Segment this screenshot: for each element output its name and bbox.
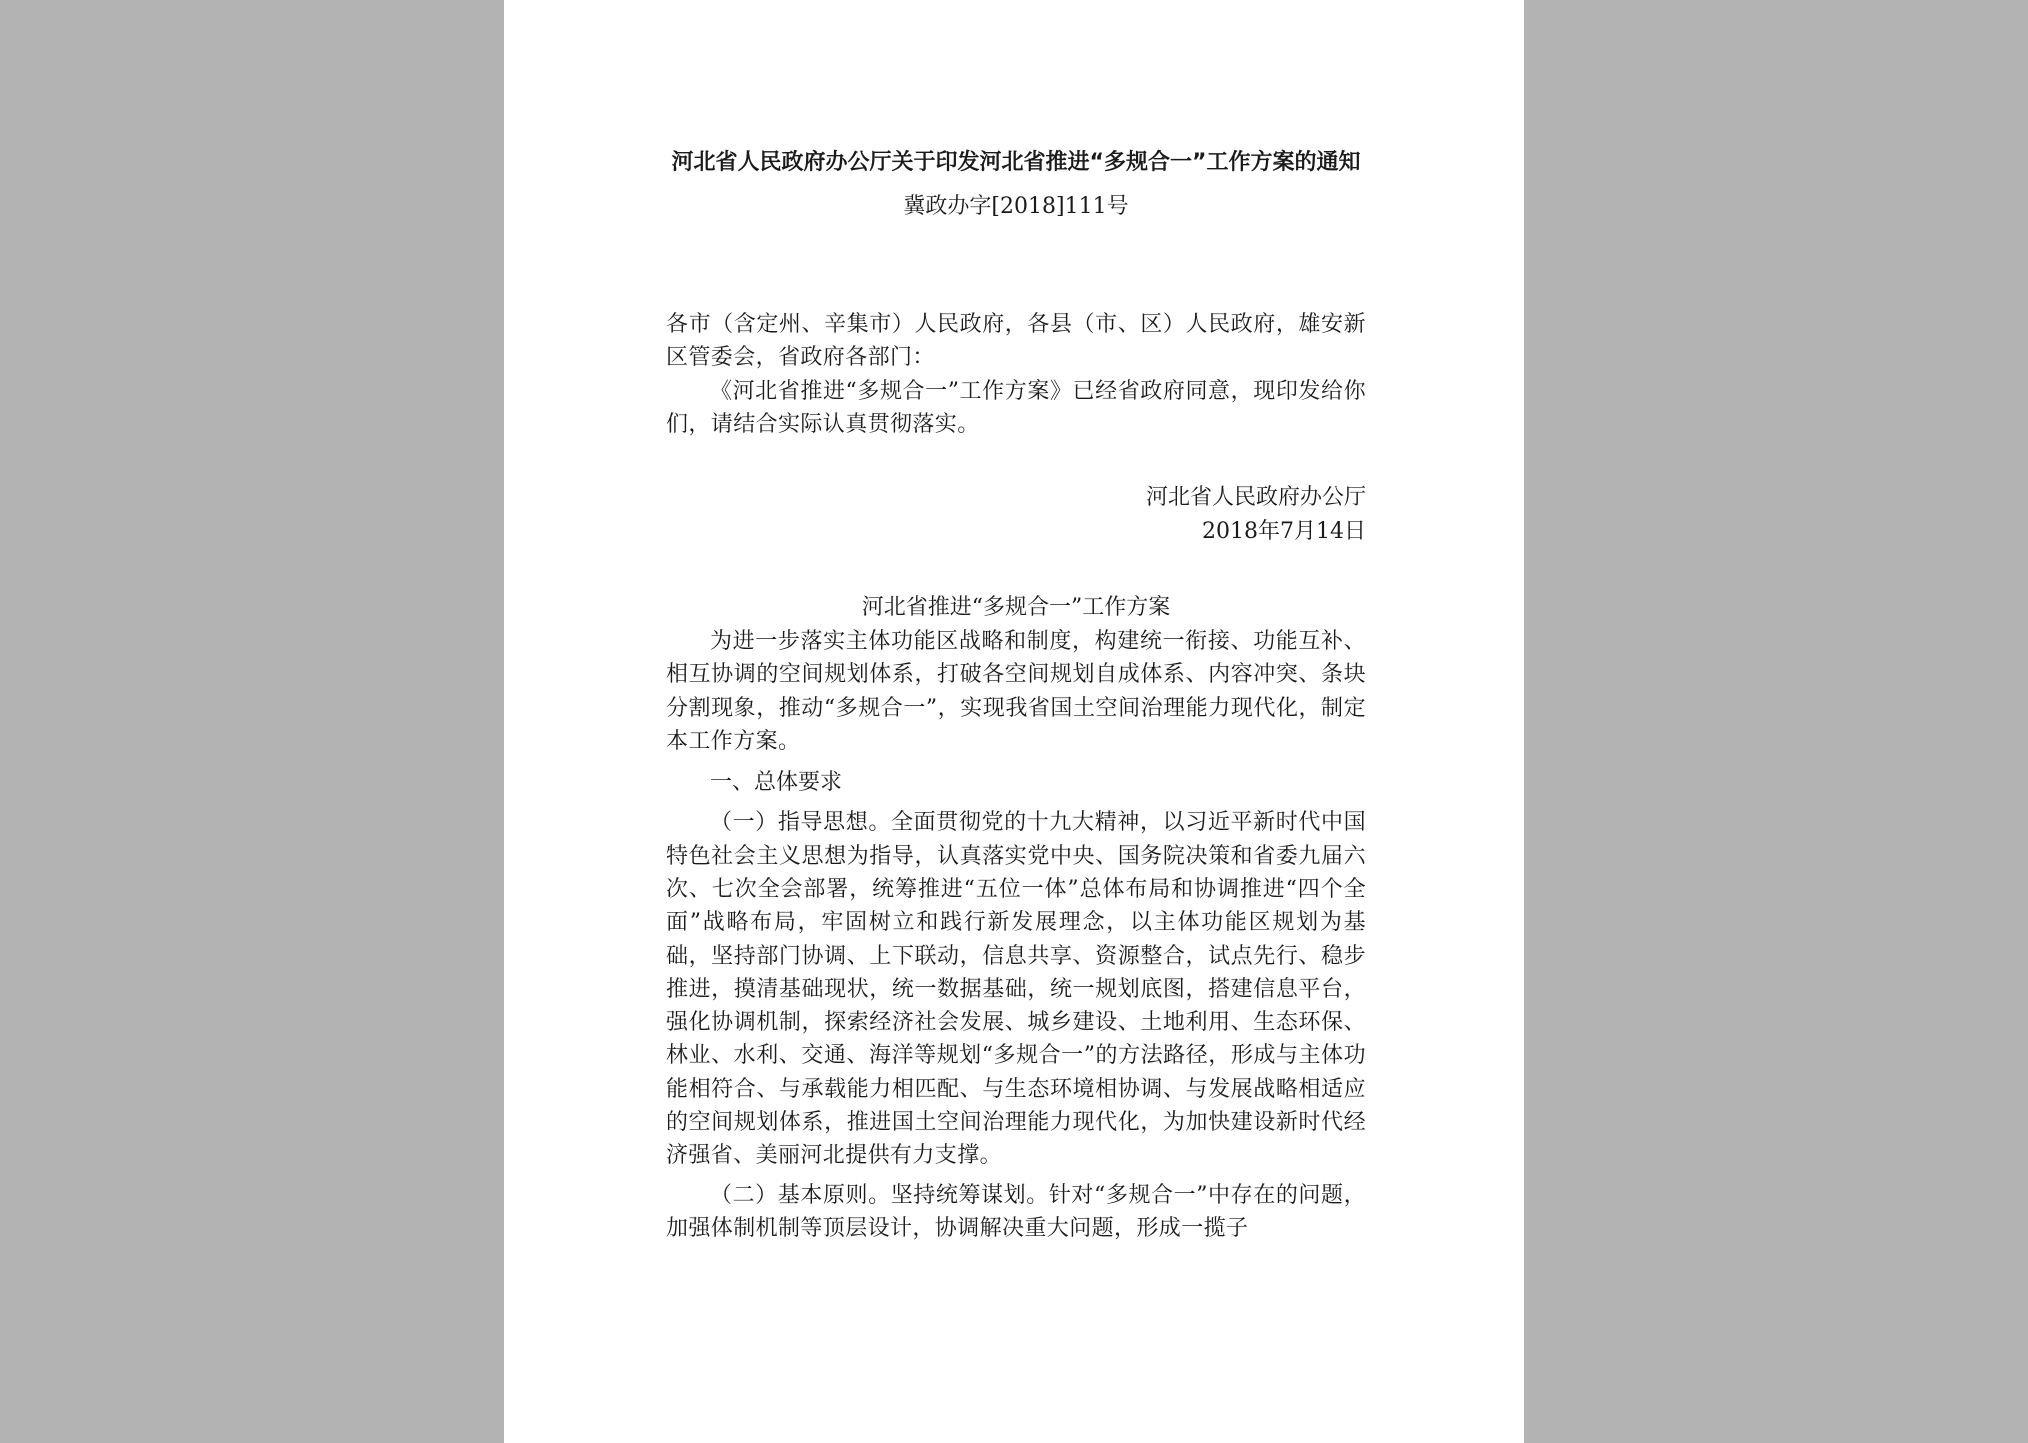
page-content (666, 146, 1366, 1245)
plan-title: 河北省推进“多规合一”工作方案 (861, 595, 1171, 621)
section-heading: 一、总体要求 (710, 770, 843, 796)
intro-paragraph: 《河北省推进“多规合一”工作方案》已经省政府同意，现印发给你们，请结合实际认真贯彻落实。 (666, 378, 1366, 437)
guiding-ideology-paragraph: （一）指导思想。全面贯彻党的十九大精神，以习近平新时代中国特色社会主义思想为指导，认真落实党中央、国务院决策和省委九届六次、七次全会部署，统筹推进“五位一体”总体布局和协调推进“四个全面”战略布局，牢固树立和践行新发展理念，以主体功能区规划为基础，坚持部门协调、上下联动，信息共享、资源整合，试点先行、稳步推进，摸清基础现状，统一数据基础，统一规划底图，搭建信息平台，强化协调机制，探索经济社会发展、城乡建设、土地利用、生态环保、林业、水利、交通、海洋等规划“多规合一”的方法路径，形成与主体功能相符合、与承载能力相匹配、与生态环境相协调、与发展战略相适应的空间规划体系，推进国土空间治理能力现代化，为加快建设新时代经济强省、美丽河北提供有力支撑。 (666, 810, 1366, 1169)
addressee: 各市（含定州、辛集市）人民政府，各县（市、区）人民政府，雄安新区管委会，省政府各部门： (666, 312, 1366, 371)
basic-principles-paragraph: （二）基本原则。坚持统筹谋划。针对“多规合一”中存在的问题，加强体制机制等顶层设计，协调解决重大问题，形成一揽子 (666, 1182, 1366, 1241)
document-number: 冀政办字[2018]111号 (903, 194, 1129, 219)
signer: 河北省人民政府办公厅 (1145, 485, 1366, 511)
plan-intro-paragraph: 为进一步落实主体功能区战略和制度，构建统一衔接、功能互补、相互协调的空间规划体系，打破各空间规划自成体系、内容冲突、条块分割现象，推动“多规合一”，实现我省国土空间治理能力现代化，制定本工作方案。 (666, 629, 1366, 755)
document-page (504, 0, 1524, 1443)
document-title: 河北省人民政府办公厅关于印发河北省推进“多规合一”工作方案的通知 (671, 150, 1361, 175)
document-date: 2018年7月14日 (1202, 519, 1366, 545)
